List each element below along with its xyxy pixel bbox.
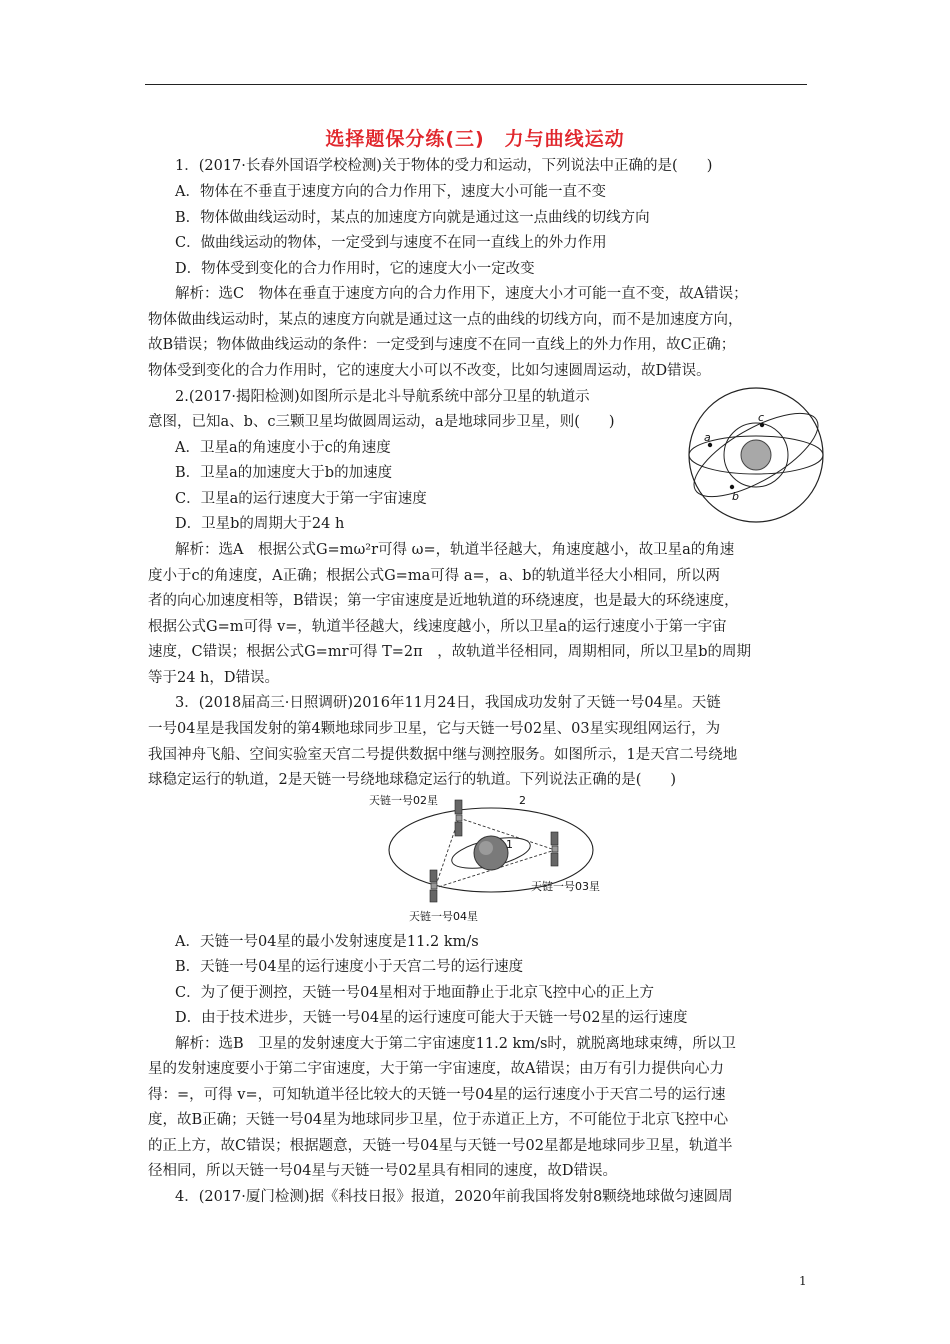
q4-stem: 4．(2017·厦门检测)据《科技日报》报道，2020年前我国将发射8颗绕地球做匀速圆周 — [175, 1189, 733, 1205]
q3-stem-line: 3．(2018届高三·日照调研)2016年11月24日，我国成功发射了天链一号04星。天链 — [175, 695, 721, 711]
beidou-orbit-diagram — [686, 383, 828, 525]
q3-option-d: D．由于技术进步，天链一号04星的运行速度可能大于天链一号02星的运行速度 — [175, 1010, 688, 1026]
q2-option-c: C．卫星a的运行速度大于第一宇宙速度 — [175, 491, 427, 507]
label-b: b — [732, 490, 739, 503]
q3-solution-line: 解析：选B 卫星的发射速度大于第二宇宙速度11.2 km/s时，就脱离地球束缚，所以卫 — [175, 1036, 736, 1052]
q1-option-b: B．物体做曲线运动时，某点的加速度方向就是通过这一点曲线的切线方向 — [175, 210, 650, 226]
q2-solution-line: 解析：选A 根据公式G=mω²r可得 ω=，轨道半径越大，角速度越小，故卫星a的角速 — [175, 542, 735, 558]
q2-solution-line: 等于24 h，D错误。 — [148, 670, 280, 686]
q3-solution-line: 得：=，可得 v=，可知轨道半径比较大的天链一号04星的运行速度小于天宫二号的运行速 — [148, 1087, 726, 1103]
q3-stem-line: 我国神舟飞船、空间实验室天宫二号提供数据中继与测控服务。如图所示，1是天宫二号绕地 — [148, 747, 738, 763]
q1-solution-line: 物体受到变化的合力作用时，它的速度大小可以不改变，比如匀速圆周运动，故D错误。 — [148, 363, 711, 379]
q3-solution-line: 径相同，所以天链一号04星与天链一号02星具有相同的速度，故D错误。 — [148, 1163, 618, 1179]
label-orbit-1: 1 — [506, 838, 513, 851]
q2-solution-line: 者的向心加速度相等，B错误；第一宇宙速度是近地轨道的环绕速度，也是最大的环绕速度， — [148, 593, 739, 609]
label-c: c — [758, 411, 765, 424]
q2-option-a: A．卫星a的角速度小于c的角速度 — [175, 440, 391, 456]
label-tianlian-02: 天链一号02星 — [369, 794, 438, 807]
q3-option-c: C．为了便于测控，天链一号04星相对于地面静止于北京飞控中心的正上方 — [175, 985, 655, 1001]
label-orbit-2: 2 — [519, 794, 526, 807]
header-rule — [145, 84, 807, 85]
q2-solution-line: 速度，C错误；根据公式G=mr可得 T=2π ，故轨道半径相同，周期相同，所以卫星b的周期 — [148, 644, 751, 660]
satellite-b — [730, 485, 734, 489]
q2-option-b: B．卫星a的加速度大于b的加速度 — [175, 465, 393, 481]
q3-stem-line: 一号04星是我国发射的第4颗地球同步卫星，它与天链一号02星、03星实现组网运行，为 — [148, 721, 721, 737]
q1-solution-line: 物体做曲线运动时，某点的速度方向就是通过这一点的曲线的切线方向，而不是加速度方向， — [148, 312, 743, 328]
q3-solution-line: 星的发射速度要小于第二宇宙速度，大于第一宇宙速度，故A错误；由万有引力提供向心力 — [148, 1061, 724, 1077]
earth — [474, 836, 508, 870]
q1-option-c: C．做曲线运动的物体，一定受到与速度不在同一直线上的外力作用 — [175, 235, 607, 251]
q2-stem-line2: 意图，已知a、b、c三颗卫星均做圆周运动，a是地球同步卫星，则( ) — [148, 414, 615, 430]
q2-solution-line: 根据公式G=m可得 v=，轨道半径越大，线速度越小，所以卫星a的运行速度小于第一宇宙 — [148, 619, 727, 635]
q2-solution-line: 度小于c的角速度，A正确；根据公式G=ma可得 a=，a、b的轨道半径大小相同，所以两 — [148, 568, 721, 584]
satellite-04 — [430, 870, 437, 902]
q1-solution-line: 故B错误；物体做曲线运动的条件：一定受到与速度不在同一直线上的外力作用，故C正确； — [148, 337, 736, 353]
q3-option-b: B．天链一号04星的运行速度小于天宫二号的运行速度 — [175, 959, 524, 975]
q1-stem: 1．(2017·长春外国语学校检测)关于物体的受力和运动，下列说法中正确的是( ) — [175, 158, 713, 174]
q3-solution-line: 的正上方，故C错误；根据题意，天链一号04星与天链一号02星都是地球同步卫星，轨道半 — [148, 1138, 733, 1154]
satellite-03 — [551, 832, 558, 866]
q2-stem-line1: 2.(2017·揭阳检测)如图所示是北斗导航系统中部分卫星的轨道示 — [175, 389, 590, 405]
q1-solution-line: 解析：选C 物体在垂直于速度方向的合力作用下，速度大小才可能一直不变，故A错误； — [175, 286, 748, 302]
earth — [741, 440, 771, 470]
q1-option-a: A．物体在不垂直于速度方向的合力作用下，速度大小可能一直不变 — [175, 184, 606, 200]
q2-option-d: D．卫星b的周期大于24 h — [175, 516, 345, 532]
satellite-02 — [455, 800, 462, 836]
label-tianlian-04: 天链一号04星 — [409, 910, 478, 923]
q3-option-a: A．天链一号04星的最小发射速度是11.2 km/s — [175, 934, 479, 950]
q3-stem-line: 球稳定运行的轨道，2是天链一号绕地球稳定运行的轨道。下列说法正确的是( ) — [148, 772, 677, 788]
earth-highlight — [479, 841, 493, 855]
q1-option-d: D．物体受到变化的合力作用时，它的速度大小一定改变 — [175, 261, 535, 277]
page-number: 1 — [799, 1274, 807, 1288]
q3-solution-line: 度，故B正确；天链一号04星为地球同步卫星，位于赤道正上方，不可能位于北京飞控中心 — [148, 1112, 729, 1128]
tianlian-orbit-diagram — [365, 790, 635, 928]
label-tianlian-03: 天链一号03星 — [531, 880, 600, 893]
page-title: 选择题保分练(三) 力与曲线运动 — [325, 128, 625, 150]
label-a: a — [704, 431, 711, 444]
